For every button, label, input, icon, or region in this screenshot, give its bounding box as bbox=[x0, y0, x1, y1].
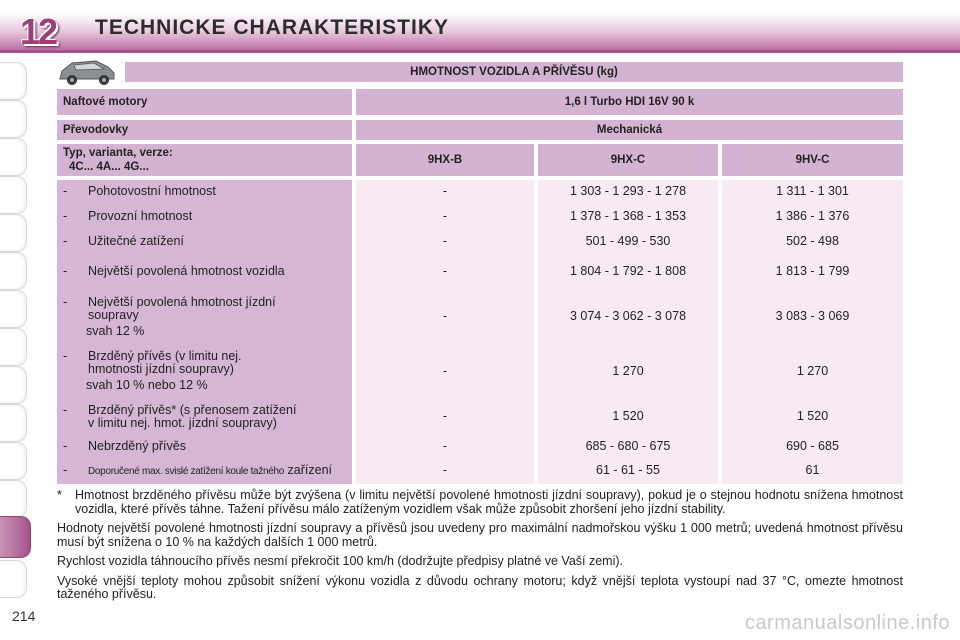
row-dash: - bbox=[63, 463, 68, 477]
note-paragraph: Vysoké vnější teploty mohou způsobit snížení výkonu vozidla z důvodu ochrany motoru; když vnější teplota vystoupí nad 37 °C, omezte hmotnost taženého přívěsu. bbox=[57, 573, 903, 601]
engine-label: Naftové motory bbox=[57, 89, 352, 115]
page-number: 214 bbox=[12, 608, 36, 624]
chapter-tab[interactable] bbox=[0, 252, 27, 290]
chapter-tab[interactable] bbox=[0, 100, 27, 138]
type-label-line1: Typ, varianta, verze: bbox=[63, 147, 173, 159]
row-dash: - bbox=[63, 349, 68, 363]
row-value: - bbox=[442, 409, 448, 423]
row-label: Užitečné zatížení bbox=[88, 234, 184, 248]
row-label: Největší povolená hmotnost vozidla bbox=[88, 264, 285, 278]
row-value: 1 813 - 1 799 bbox=[775, 264, 850, 278]
row-label: Brzděný přívěs* (s přenosem zatížení bbox=[88, 403, 297, 417]
table-caption: HMOTNOST VOZIDLA A PŘÍVĚSU (kg) bbox=[125, 62, 903, 82]
row-label: Brzděný přívěs (v limitu nej. bbox=[88, 349, 242, 363]
car-icon bbox=[56, 57, 118, 87]
chapter-tab[interactable] bbox=[0, 404, 27, 442]
row-value: 501 - 499 - 530 bbox=[585, 234, 671, 248]
row-value: - bbox=[442, 264, 448, 278]
chapter-tab[interactable] bbox=[0, 328, 27, 366]
row-value: 3 074 - 3 062 - 3 078 bbox=[569, 309, 687, 323]
engine-value: 1,6 l Turbo HDI 16V 90 k bbox=[356, 89, 903, 115]
row-value: 1 804 - 1 792 - 1 808 bbox=[569, 264, 687, 278]
row-dash: - bbox=[63, 264, 68, 278]
row-dash: - bbox=[63, 403, 68, 417]
row-value: - bbox=[442, 309, 448, 323]
row-dash: - bbox=[63, 295, 68, 309]
row-value: 690 - 685 bbox=[786, 439, 839, 453]
row-value: 1 303 - 1 293 - 1 278 bbox=[569, 184, 687, 198]
row-label-cont: hmotnosti jízdní soupravy) bbox=[88, 362, 234, 376]
note-paragraph: Hodnoty největší povolené hmotnosti jízdní soupravy a přívěsů jsou uvedeny pro maximální nadmořskou výšku 1 000 metrů; uvedená hmotnost přívěsu musí být snížena o 10 % na každých dalších 1 000 metrů. bbox=[57, 521, 903, 549]
note-paragraph: Rychlost vozidla táhnoucího přívěs nesmí překročit 100 km/h (dodržujte předpisy platné ve Vaší zemi). bbox=[57, 554, 624, 568]
row-value: 1 378 - 1 368 - 1 353 bbox=[569, 209, 687, 223]
row-value: 61 - 61 - 55 bbox=[596, 463, 660, 477]
row-dash: - bbox=[63, 234, 68, 248]
page-title: TECHNICKE CHARAKTERISTIKY bbox=[95, 16, 450, 39]
row-value: 1 520 bbox=[796, 409, 829, 423]
row-label: Pohotovostní hmotnost bbox=[88, 184, 216, 198]
chapter-tab-active[interactable] bbox=[0, 516, 31, 558]
row-label: Největší povolená hmotnost jízdní bbox=[88, 295, 276, 309]
row-value: 1 311 - 1 301 bbox=[776, 184, 849, 198]
chapter-tab[interactable] bbox=[0, 138, 27, 176]
row-value: 3 083 - 3 069 bbox=[775, 309, 850, 323]
chapter-tab[interactable] bbox=[0, 214, 27, 252]
footnote-text: Hmotnost brzděného přívěsu může být zvýšena (v limitu největší povolené hmotnosti jízdní soupravy), pokud je o stejnou hodnotu snížena hmotnost vozidla, které přívěs táhne. Tažení přívěsu málo zatíženým vozidlem však může způsobit zhoršení jeho jízdní stability. bbox=[75, 488, 903, 516]
row-label bbox=[88, 463, 332, 479]
chapter-tab[interactable] bbox=[0, 366, 27, 404]
chapter-tab[interactable] bbox=[0, 290, 27, 328]
notes-section bbox=[57, 489, 903, 608]
watermark: carmanualsonline.info bbox=[744, 612, 950, 634]
row-value: 1 270 bbox=[796, 364, 829, 378]
chapter-tab[interactable] bbox=[0, 62, 27, 100]
row-value: - bbox=[442, 364, 448, 378]
chapter-tab[interactable] bbox=[0, 442, 27, 480]
row-sublabel: svah 10 % nebo 12 % bbox=[86, 378, 208, 392]
row-label-end: zařízení bbox=[287, 463, 333, 477]
header-divider bbox=[0, 50, 960, 53]
row-value: - bbox=[442, 209, 448, 223]
chapter-tab[interactable] bbox=[0, 480, 27, 518]
footnote-marker: * bbox=[57, 488, 62, 502]
row-value: - bbox=[442, 184, 448, 198]
row-value: 61 bbox=[805, 463, 820, 477]
row-value: 1 270 bbox=[612, 364, 644, 378]
row-value: - bbox=[442, 463, 448, 477]
chapter-tab[interactable] bbox=[0, 560, 27, 598]
gearbox-value: Mechanická bbox=[356, 120, 903, 140]
row-sublabel: svah 12 % bbox=[86, 324, 145, 338]
row-dash: - bbox=[63, 184, 68, 198]
type-label bbox=[57, 144, 352, 176]
row-label-small: Doporučené max. svislé zatížení koule tažného bbox=[88, 466, 285, 477]
row-value: 685 - 680 - 675 bbox=[585, 439, 671, 453]
row-label-cont: soupravy bbox=[88, 308, 139, 322]
row-label: Nebrzděný přívěs bbox=[88, 439, 186, 453]
row-label-cont: v limitu nej. hmot. jízdní soupravy) bbox=[88, 416, 277, 430]
row-value: - bbox=[442, 234, 448, 248]
row-label: Provozní hmotnost bbox=[88, 209, 193, 223]
type-label-line2: 4C... 4A... 4G... bbox=[69, 161, 149, 173]
row-value: - bbox=[442, 439, 448, 453]
row-value: 1 386 - 1 376 bbox=[775, 209, 850, 223]
chapter-number: 12 bbox=[19, 11, 57, 52]
variant-header: 9HX-B bbox=[356, 144, 534, 176]
variant-header: 9HV-C bbox=[722, 144, 903, 176]
row-value: 502 - 498 bbox=[786, 234, 839, 248]
row-dash: - bbox=[63, 209, 68, 223]
chapter-tab[interactable] bbox=[0, 176, 27, 214]
row-dash: - bbox=[63, 439, 68, 453]
variant-header: 9HX-C bbox=[538, 144, 718, 176]
row-value: 1 520 bbox=[612, 409, 644, 423]
footnote bbox=[57, 489, 903, 516]
gearbox-label: Převodovky bbox=[57, 120, 352, 140]
